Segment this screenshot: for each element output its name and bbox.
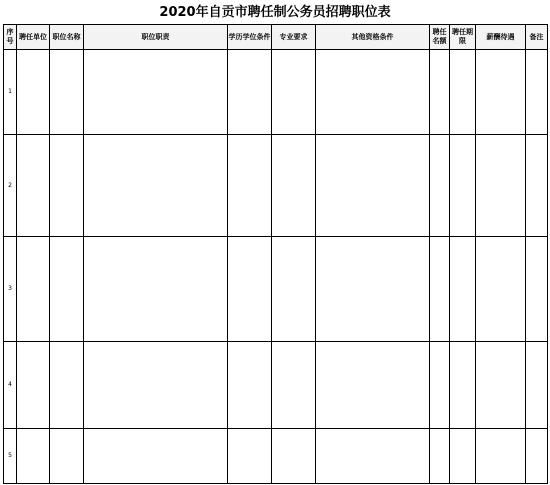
cell-term (450, 237, 476, 342)
cell-unit (17, 135, 50, 237)
cell-term (450, 429, 476, 484)
cell-term (450, 50, 476, 135)
header-major: 专业要求 (272, 25, 316, 50)
cell-major (272, 342, 316, 429)
cell-position (50, 342, 84, 429)
cell-unit (17, 237, 50, 342)
cell-remarks (526, 135, 548, 237)
cell-salary (476, 342, 526, 429)
header-index: 序号 (4, 25, 17, 50)
cell-education (228, 237, 272, 342)
header-position: 职位名称 (50, 25, 84, 50)
cell-term (450, 135, 476, 237)
cell-salary (476, 429, 526, 484)
cell-unit (17, 429, 50, 484)
cell-other (316, 237, 430, 342)
cell-position (50, 237, 84, 342)
cell-term (450, 342, 476, 429)
cell-salary (476, 50, 526, 135)
header-other: 其他资格条件 (316, 25, 430, 50)
table-row (4, 342, 548, 429)
cell-index: 2 (4, 135, 17, 237)
cell-unit (17, 50, 50, 135)
cell-remarks (526, 342, 548, 429)
cell-remarks (526, 50, 548, 135)
header-remarks: 备注 (526, 25, 548, 50)
cell-education (228, 429, 272, 484)
cell-index: 5 (4, 429, 17, 484)
header-education: 学历学位条件 (228, 25, 272, 50)
positions-table (3, 24, 548, 484)
cell-major (272, 135, 316, 237)
cell-position (50, 135, 84, 237)
table-row (4, 429, 548, 484)
cell-quota (430, 135, 450, 237)
cell-index: 1 (4, 50, 17, 135)
table-header-row (4, 25, 548, 50)
header-quota: 聘任名额 (430, 25, 450, 50)
cell-salary (476, 135, 526, 237)
cell-duties (84, 342, 228, 429)
cell-major (272, 429, 316, 484)
cell-major (272, 237, 316, 342)
cell-other (316, 135, 430, 237)
cell-duties (84, 429, 228, 484)
cell-other (316, 342, 430, 429)
cell-education (228, 342, 272, 429)
table-row (4, 135, 548, 237)
cell-index: 4 (4, 342, 17, 429)
cell-duties (84, 135, 228, 237)
cell-duties (84, 237, 228, 342)
page-title: 2020年自贡市聘任制公务员招聘职位表 (159, 5, 391, 20)
cell-education (228, 135, 272, 237)
cell-quota (430, 342, 450, 429)
table-row (4, 50, 548, 135)
cell-position (50, 429, 84, 484)
header-unit: 聘任单位 (17, 25, 50, 50)
header-term: 聘任期限 (450, 25, 476, 50)
cell-index: 3 (4, 237, 17, 342)
header-duties: 职位职责 (84, 25, 228, 50)
cell-remarks (526, 429, 548, 484)
cell-unit (17, 342, 50, 429)
cell-other (316, 429, 430, 484)
cell-education (228, 50, 272, 135)
table-row (4, 237, 548, 342)
cell-quota (430, 429, 450, 484)
cell-other (316, 50, 430, 135)
cell-remarks (526, 237, 548, 342)
cell-quota (430, 50, 450, 135)
header-salary: 薪酬待遇 (476, 25, 526, 50)
cell-position (50, 50, 84, 135)
cell-duties (84, 50, 228, 135)
cell-salary (476, 237, 526, 342)
cell-major (272, 50, 316, 135)
cell-quota (430, 237, 450, 342)
